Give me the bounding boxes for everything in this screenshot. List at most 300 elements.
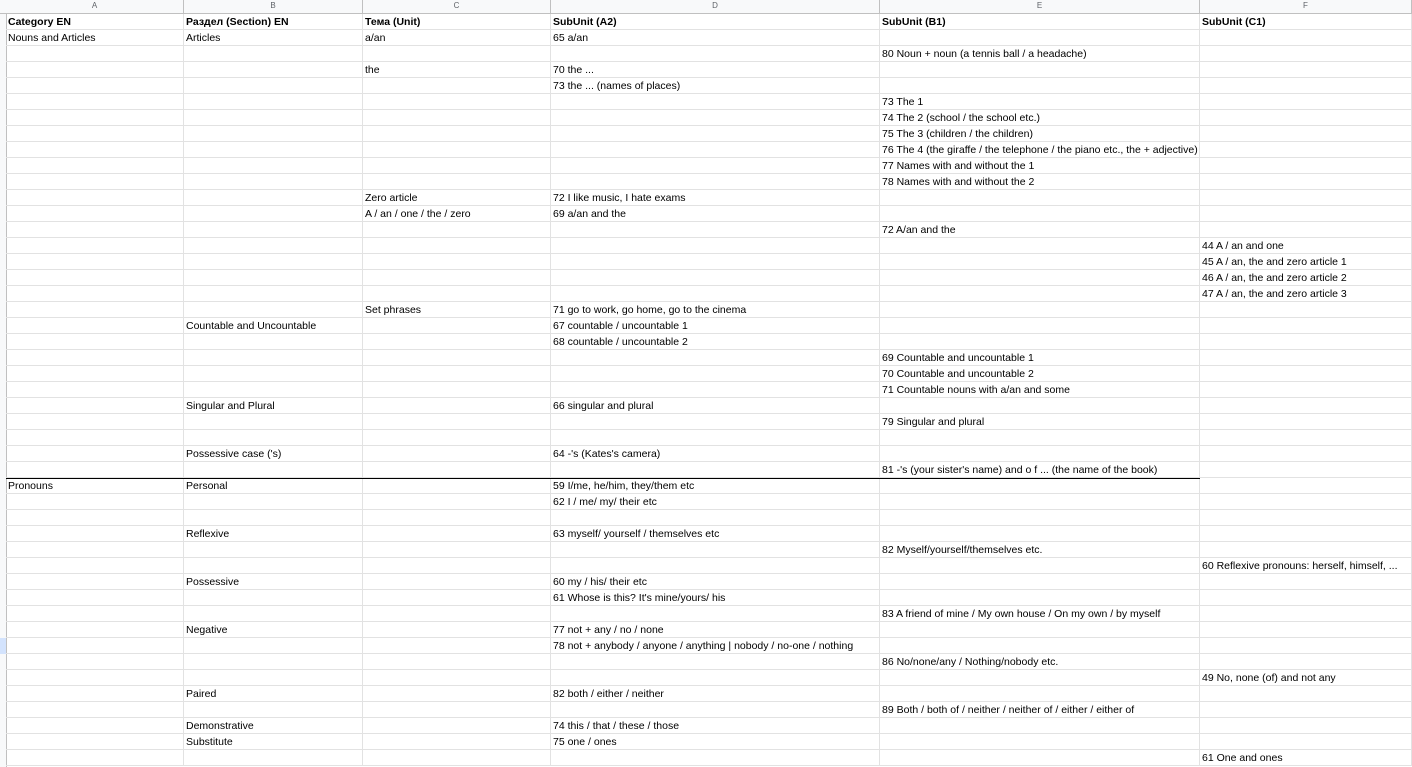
cell-subunit-c1[interactable]: [1200, 302, 1412, 318]
cell-subunit-a2[interactable]: [551, 558, 880, 574]
cell-subunit-a2[interactable]: 66 singular and plural: [551, 398, 880, 414]
cell-section[interactable]: Personal: [184, 478, 363, 494]
cell-category[interactable]: [6, 654, 184, 670]
cell-subunit-a2[interactable]: [551, 606, 880, 622]
cell-subunit-b1[interactable]: [880, 238, 1200, 254]
cell-section[interactable]: [184, 462, 363, 478]
cell-section[interactable]: [184, 494, 363, 510]
cell-unit[interactable]: [363, 734, 551, 750]
cell-category[interactable]: [6, 718, 184, 734]
cell-subunit-a2[interactable]: [551, 702, 880, 718]
cell-unit[interactable]: [363, 654, 551, 670]
cell-section[interactable]: [184, 46, 363, 62]
cell-subunit-a2[interactable]: 65 a/an: [551, 30, 880, 46]
cell-unit[interactable]: [363, 510, 551, 526]
cell-section[interactable]: [184, 414, 363, 430]
cell-subunit-c1[interactable]: [1200, 478, 1412, 494]
cell-section[interactable]: [184, 222, 363, 238]
cell-section[interactable]: Countable and Uncountable: [184, 318, 363, 334]
cell-subunit-c1[interactable]: [1200, 206, 1412, 222]
cell-category[interactable]: [6, 46, 184, 62]
cell-subunit-c1[interactable]: [1200, 78, 1412, 94]
cell-unit[interactable]: [363, 750, 551, 766]
cell-unit[interactable]: [363, 78, 551, 94]
cell-subunit-b1[interactable]: [880, 590, 1200, 606]
cell-subunit-a2[interactable]: [551, 174, 880, 190]
cell-subunit-b1[interactable]: [880, 750, 1200, 766]
cell-category[interactable]: [6, 670, 184, 686]
table-row: [0, 366, 1412, 382]
cell-subunit-a2[interactable]: 70 the ...: [551, 62, 880, 78]
cell-subunit-c1[interactable]: [1200, 334, 1412, 350]
cell-unit[interactable]: [363, 414, 551, 430]
cell-category[interactable]: [6, 702, 184, 718]
cell-subunit-c1[interactable]: [1200, 686, 1412, 702]
cell-subunit-a2[interactable]: [551, 286, 880, 302]
cell-subunit-b1[interactable]: 89 Both / both of / neither / neither of / either / either of: [880, 702, 1200, 718]
cell-category[interactable]: [6, 446, 184, 462]
cell-subunit-b1[interactable]: 72 A/an and the: [880, 222, 1200, 238]
cell-section[interactable]: Paired: [184, 686, 363, 702]
cell-section[interactable]: Substitute: [184, 734, 363, 750]
cell-category[interactable]: [6, 638, 184, 654]
header-cell-section[interactable]: Раздел (Section) EN: [184, 14, 363, 30]
cell-subunit-c1[interactable]: 45 A / an, the and zero article 1: [1200, 254, 1412, 270]
cell-subunit-b1[interactable]: [880, 302, 1200, 318]
cell-subunit-c1[interactable]: [1200, 414, 1412, 430]
cell-unit[interactable]: [363, 718, 551, 734]
cell-section[interactable]: [184, 126, 363, 142]
cell-subunit-c1[interactable]: [1200, 574, 1412, 590]
cell-subunit-c1[interactable]: [1200, 606, 1412, 622]
cell-unit[interactable]: [363, 478, 551, 494]
cell-subunit-c1[interactable]: [1200, 622, 1412, 638]
cell-category[interactable]: [6, 94, 184, 110]
cell-subunit-a2[interactable]: 72 I like music, I hate exams: [551, 190, 880, 206]
cell-category[interactable]: [6, 334, 184, 350]
column-header-a[interactable]: A: [6, 0, 184, 13]
cell-category[interactable]: [6, 398, 184, 414]
cell-section[interactable]: [184, 558, 363, 574]
cell-subunit-c1[interactable]: [1200, 526, 1412, 542]
header-cell-category[interactable]: Category EN: [6, 14, 184, 30]
cell-subunit-b1[interactable]: 73 The 1: [880, 94, 1200, 110]
cell-subunit-a2[interactable]: [551, 110, 880, 126]
cell-subunit-b1[interactable]: 82 Myself/yourself/themselves etc.: [880, 542, 1200, 558]
cell-section[interactable]: [184, 94, 363, 110]
cell-unit[interactable]: [363, 94, 551, 110]
cell-unit[interactable]: [363, 158, 551, 174]
cell-category[interactable]: [6, 254, 184, 270]
cell-category[interactable]: [6, 558, 184, 574]
cell-unit[interactable]: [363, 222, 551, 238]
cell-section[interactable]: [184, 638, 363, 654]
column-header-d[interactable]: D: [551, 0, 880, 13]
table-row: [0, 462, 1412, 478]
cell-section[interactable]: [184, 510, 363, 526]
cell-unit[interactable]: [363, 590, 551, 606]
cell-category[interactable]: [6, 590, 184, 606]
cell-category[interactable]: [6, 606, 184, 622]
cell-subunit-b1[interactable]: 79 Singular and plural: [880, 414, 1200, 430]
cell-unit[interactable]: [363, 382, 551, 398]
cell-section[interactable]: [184, 334, 363, 350]
table-row: [0, 94, 1412, 110]
cell-subunit-a2[interactable]: 71 go to work, go home, go to the cinema: [551, 302, 880, 318]
table-row: [0, 254, 1412, 270]
cell-subunit-a2[interactable]: 73 the ... (names of places): [551, 78, 880, 94]
cell-subunit-a2[interactable]: 68 countable / uncountable 2: [551, 334, 880, 350]
cell-subunit-b1[interactable]: [880, 78, 1200, 94]
cell-section[interactable]: [184, 238, 363, 254]
table-row: [0, 78, 1412, 94]
cell-section[interactable]: [184, 190, 363, 206]
header-cell-subunit-a2[interactable]: SubUnit (A2): [551, 14, 880, 30]
cell-subunit-a2[interactable]: 82 both / either / neither: [551, 686, 880, 702]
cell-subunit-c1[interactable]: [1200, 510, 1412, 526]
cell-unit[interactable]: [363, 110, 551, 126]
cell-subunit-c1[interactable]: [1200, 366, 1412, 382]
cell-subunit-b1[interactable]: 76 The 4 (the giraffe / the telephone / the piano etc., the + adjective): [880, 142, 1200, 158]
cell-section[interactable]: Possessive case ('s): [184, 446, 363, 462]
cell-subunit-b1[interactable]: [880, 270, 1200, 286]
cell-subunit-c1[interactable]: [1200, 590, 1412, 606]
cell-category[interactable]: [6, 750, 184, 766]
cell-subunit-b1[interactable]: 81 -'s (your sister's name) and o f ... (the name of the book): [880, 462, 1200, 478]
cell-unit[interactable]: [363, 462, 551, 478]
cell-subunit-c1[interactable]: [1200, 446, 1412, 462]
cell-subunit-c1[interactable]: [1200, 494, 1412, 510]
cell-subunit-b1[interactable]: 69 Countable and uncountable 1: [880, 350, 1200, 366]
cell-subunit-a2[interactable]: [551, 254, 880, 270]
cell-subunit-b1[interactable]: [880, 430, 1200, 446]
cell-section[interactable]: [184, 174, 363, 190]
section-separator-line: [6, 478, 1200, 479]
cell-subunit-b1[interactable]: 77 Names with and without the 1: [880, 158, 1200, 174]
cell-subunit-a2[interactable]: [551, 654, 880, 670]
cell-subunit-b1[interactable]: [880, 526, 1200, 542]
cell-subunit-b1[interactable]: [880, 398, 1200, 414]
cell-unit[interactable]: [363, 366, 551, 382]
cell-section[interactable]: [184, 62, 363, 78]
cell-subunit-c1[interactable]: 60 Reflexive pronouns: herself, himself, ...: [1200, 558, 1412, 574]
cell-section[interactable]: [184, 750, 363, 766]
cell-subunit-b1[interactable]: [880, 446, 1200, 462]
cell-section[interactable]: [184, 670, 363, 686]
header-cell-subunit-c1[interactable]: SubUnit (C1): [1200, 14, 1412, 30]
cell-subunit-a2[interactable]: [551, 142, 880, 158]
cell-unit[interactable]: [363, 526, 551, 542]
cell-subunit-b1[interactable]: 70 Countable and uncountable 2: [880, 366, 1200, 382]
cell-subunit-b1[interactable]: 71 Countable nouns with a/an and some: [880, 382, 1200, 398]
cell-subunit-c1[interactable]: [1200, 654, 1412, 670]
cell-subunit-a2[interactable]: [551, 462, 880, 478]
cell-subunit-a2[interactable]: [551, 46, 880, 62]
cell-category[interactable]: Nouns and Articles: [6, 30, 184, 46]
cell-unit[interactable]: [363, 606, 551, 622]
cell-subunit-c1[interactable]: [1200, 462, 1412, 478]
cell-section[interactable]: [184, 542, 363, 558]
cell-subunit-a2[interactable]: [551, 366, 880, 382]
cell-subunit-b1[interactable]: [880, 686, 1200, 702]
cell-unit[interactable]: [363, 270, 551, 286]
column-header-f[interactable]: F: [1200, 0, 1412, 13]
cell-unit[interactable]: [363, 430, 551, 446]
cell-subunit-b1[interactable]: [880, 334, 1200, 350]
cell-unit[interactable]: [363, 174, 551, 190]
cell-section[interactable]: [184, 206, 363, 222]
cell-subunit-b1[interactable]: [880, 478, 1200, 494]
cell-category[interactable]: [6, 174, 184, 190]
cell-unit[interactable]: Zero article: [363, 190, 551, 206]
cell-unit[interactable]: the: [363, 62, 551, 78]
cell-subunit-c1[interactable]: [1200, 110, 1412, 126]
cell-section[interactable]: [184, 366, 363, 382]
cell-section[interactable]: [184, 286, 363, 302]
cell-category[interactable]: [6, 222, 184, 238]
cell-subunit-b1[interactable]: [880, 622, 1200, 638]
cell-subunit-a2[interactable]: 63 myself/ yourself / themselves etc: [551, 526, 880, 542]
cell-section[interactable]: Possessive: [184, 574, 363, 590]
cell-unit[interactable]: [363, 126, 551, 142]
cell-subunit-b1[interactable]: [880, 190, 1200, 206]
cell-unit[interactable]: [363, 318, 551, 334]
cell-unit[interactable]: [363, 542, 551, 558]
cell-section[interactable]: [184, 158, 363, 174]
cell-subunit-a2[interactable]: [551, 382, 880, 398]
cell-unit[interactable]: A / an / one / the / zero: [363, 206, 551, 222]
cell-section[interactable]: Negative: [184, 622, 363, 638]
header-cell-unit[interactable]: Тема (Unit): [363, 14, 551, 30]
cell-subunit-b1[interactable]: [880, 574, 1200, 590]
table-row: [0, 510, 1412, 526]
cell-subunit-a2[interactable]: [551, 510, 880, 526]
cell-unit[interactable]: [363, 398, 551, 414]
cell-subunit-b1[interactable]: 74 The 2 (school / the school etc.): [880, 110, 1200, 126]
cell-subunit-b1[interactable]: [880, 670, 1200, 686]
cell-unit[interactable]: [363, 350, 551, 366]
cell-subunit-c1[interactable]: [1200, 318, 1412, 334]
cell-subunit-c1[interactable]: [1200, 350, 1412, 366]
cell-subunit-c1[interactable]: [1200, 174, 1412, 190]
cell-subunit-c1[interactable]: [1200, 62, 1412, 78]
cell-category[interactable]: [6, 302, 184, 318]
cell-subunit-c1[interactable]: [1200, 30, 1412, 46]
cell-section[interactable]: [184, 142, 363, 158]
cell-subunit-a2[interactable]: [551, 158, 880, 174]
cell-section[interactable]: [184, 270, 363, 286]
cell-category[interactable]: [6, 286, 184, 302]
cell-subunit-a2[interactable]: [551, 238, 880, 254]
cell-subunit-c1[interactable]: [1200, 222, 1412, 238]
cell-subunit-c1[interactable]: [1200, 94, 1412, 110]
cell-subunit-c1[interactable]: [1200, 430, 1412, 446]
cell-subunit-a2[interactable]: [551, 430, 880, 446]
cell-unit[interactable]: [363, 670, 551, 686]
cell-subunit-c1[interactable]: [1200, 190, 1412, 206]
cell-subunit-a2[interactable]: 74 this / that / these / those: [551, 718, 880, 734]
cell-category[interactable]: [6, 526, 184, 542]
cell-subunit-a2[interactable]: [551, 126, 880, 142]
cell-unit[interactable]: [363, 574, 551, 590]
cell-subunit-a2[interactable]: 62 I / me/ my/ their etc: [551, 494, 880, 510]
cell-category[interactable]: [6, 686, 184, 702]
column-header-b[interactable]: B: [184, 0, 363, 13]
cell-subunit-c1[interactable]: [1200, 734, 1412, 750]
cell-subunit-b1[interactable]: 86 No/none/any / Nothing/nobody etc.: [880, 654, 1200, 670]
header-cell-subunit-b1[interactable]: SubUnit (B1): [880, 14, 1200, 30]
cell-category[interactable]: [6, 510, 184, 526]
cell-section[interactable]: [184, 302, 363, 318]
cell-category[interactable]: [6, 462, 184, 478]
cell-category[interactable]: [6, 318, 184, 334]
cell-unit[interactable]: [363, 558, 551, 574]
cell-subunit-b1[interactable]: [880, 254, 1200, 270]
cell-category[interactable]: [6, 542, 184, 558]
cell-subunit-b1[interactable]: 80 Noun + noun (a tennis ball / a headache): [880, 46, 1200, 62]
cell-subunit-a2[interactable]: 78 not + anybody / anyone / anything | nobody / no-one / nothing: [551, 638, 880, 654]
cell-subunit-a2[interactable]: [551, 222, 880, 238]
cell-subunit-c1[interactable]: [1200, 398, 1412, 414]
table-row: [0, 446, 1412, 462]
cell-unit[interactable]: [363, 238, 551, 254]
cell-subunit-a2[interactable]: [551, 94, 880, 110]
cell-subunit-b1[interactable]: [880, 734, 1200, 750]
cell-subunit-b1[interactable]: [880, 638, 1200, 654]
cell-section[interactable]: [184, 254, 363, 270]
cell-unit[interactable]: [363, 638, 551, 654]
cell-section[interactable]: Singular and Plural: [184, 398, 363, 414]
cell-category[interactable]: [6, 158, 184, 174]
cell-subunit-b1[interactable]: [880, 286, 1200, 302]
cell-section[interactable]: [184, 654, 363, 670]
cell-subunit-c1[interactable]: 61 One and ones: [1200, 750, 1412, 766]
cell-subunit-b1[interactable]: [880, 30, 1200, 46]
cell-section[interactable]: [184, 590, 363, 606]
cell-unit[interactable]: [363, 702, 551, 718]
cell-subunit-b1[interactable]: [880, 494, 1200, 510]
cell-section[interactable]: Reflexive: [184, 526, 363, 542]
cell-subunit-c1[interactable]: 44 A / an and one: [1200, 238, 1412, 254]
cell-section[interactable]: Demonstrative: [184, 718, 363, 734]
cell-subunit-b1[interactable]: 83 A friend of mine / My own house / On my own / by myself: [880, 606, 1200, 622]
cell-subunit-a2[interactable]: [551, 270, 880, 286]
cell-section[interactable]: Articles: [184, 30, 363, 46]
cell-category[interactable]: [6, 78, 184, 94]
cell-subunit-c1[interactable]: [1200, 46, 1412, 62]
cell-section[interactable]: [184, 350, 363, 366]
cell-section[interactable]: [184, 430, 363, 446]
cell-category[interactable]: [6, 110, 184, 126]
cell-category[interactable]: [6, 366, 184, 382]
cell-unit[interactable]: [363, 622, 551, 638]
cell-category[interactable]: [6, 142, 184, 158]
cell-subunit-b1[interactable]: 78 Names with and without the 2: [880, 174, 1200, 190]
cell-subunit-b1[interactable]: [880, 62, 1200, 78]
cell-section[interactable]: [184, 702, 363, 718]
cell-category[interactable]: [6, 574, 184, 590]
cell-subunit-a2[interactable]: 59 I/me, he/him, they/them etc: [551, 478, 880, 494]
cell-subunit-a2[interactable]: [551, 750, 880, 766]
cell-subunit-b1[interactable]: [880, 206, 1200, 222]
cell-subunit-c1[interactable]: [1200, 142, 1412, 158]
cell-category[interactable]: [6, 238, 184, 254]
cell-category[interactable]: [6, 270, 184, 286]
table-row: [0, 334, 1412, 350]
cell-category[interactable]: [6, 382, 184, 398]
cell-category[interactable]: [6, 62, 184, 78]
cell-subunit-c1[interactable]: [1200, 382, 1412, 398]
cell-unit[interactable]: [363, 46, 551, 62]
cell-unit[interactable]: [363, 686, 551, 702]
cell-section[interactable]: [184, 382, 363, 398]
cell-subunit-a2[interactable]: 64 -'s (Kates's camera): [551, 446, 880, 462]
cell-subunit-b1[interactable]: [880, 558, 1200, 574]
cell-subunit-a2[interactable]: 67 countable / uncountable 1: [551, 318, 880, 334]
cell-subunit-a2[interactable]: 60 my / his/ their etc: [551, 574, 880, 590]
cell-subunit-a2[interactable]: [551, 350, 880, 366]
cell-unit[interactable]: [363, 334, 551, 350]
cell-category[interactable]: [6, 430, 184, 446]
cell-subunit-c1[interactable]: [1200, 638, 1412, 654]
cell-subunit-b1[interactable]: [880, 510, 1200, 526]
cell-subunit-a2[interactable]: 75 one / ones: [551, 734, 880, 750]
cell-subunit-a2[interactable]: 77 not + any / no / none: [551, 622, 880, 638]
cell-subunit-a2[interactable]: [551, 542, 880, 558]
cell-subunit-a2[interactable]: 61 Whose is this? It's mine/yours/ his: [551, 590, 880, 606]
cell-section[interactable]: [184, 110, 363, 126]
cell-subunit-c1[interactable]: [1200, 126, 1412, 142]
cell-subunit-a2[interactable]: [551, 414, 880, 430]
cell-subunit-a2[interactable]: 69 a/an and the: [551, 206, 880, 222]
cell-subunit-c1[interactable]: [1200, 542, 1412, 558]
cell-unit[interactable]: [363, 494, 551, 510]
cell-subunit-c1[interactable]: 49 No, none (of) and not any: [1200, 670, 1412, 686]
cell-subunit-c1[interactable]: 47 A / an, the and zero article 3: [1200, 286, 1412, 302]
table-row: [0, 270, 1412, 286]
cell-unit[interactable]: [363, 142, 551, 158]
cell-unit[interactable]: [363, 286, 551, 302]
cell-unit[interactable]: a/an: [363, 30, 551, 46]
cell-category[interactable]: [6, 734, 184, 750]
cell-subunit-b1[interactable]: [880, 318, 1200, 334]
cell-subunit-a2[interactable]: [551, 670, 880, 686]
column-header-c[interactable]: C: [363, 0, 551, 13]
cell-category[interactable]: Pronouns: [6, 478, 184, 494]
table-row: [0, 414, 1412, 430]
cell-section[interactable]: [184, 606, 363, 622]
cell-category[interactable]: [6, 622, 184, 638]
cell-category[interactable]: [6, 494, 184, 510]
column-header-e[interactable]: E: [880, 0, 1200, 13]
cell-subunit-c1[interactable]: [1200, 718, 1412, 734]
cell-subunit-c1[interactable]: 46 A / an, the and zero article 2: [1200, 270, 1412, 286]
cell-section[interactable]: [184, 78, 363, 94]
cell-subunit-b1[interactable]: 75 The 3 (children / the children): [880, 126, 1200, 142]
cell-subunit-c1[interactable]: [1200, 702, 1412, 718]
cell-category[interactable]: [6, 126, 184, 142]
cell-unit[interactable]: [363, 446, 551, 462]
cell-unit[interactable]: Set phrases: [363, 302, 551, 318]
cell-category[interactable]: [6, 414, 184, 430]
cell-subunit-b1[interactable]: [880, 718, 1200, 734]
cell-subunit-c1[interactable]: [1200, 158, 1412, 174]
table-row: [0, 494, 1412, 510]
cell-category[interactable]: [6, 206, 184, 222]
cell-unit[interactable]: [363, 254, 551, 270]
cell-category[interactable]: [6, 350, 184, 366]
cell-category[interactable]: [6, 190, 184, 206]
